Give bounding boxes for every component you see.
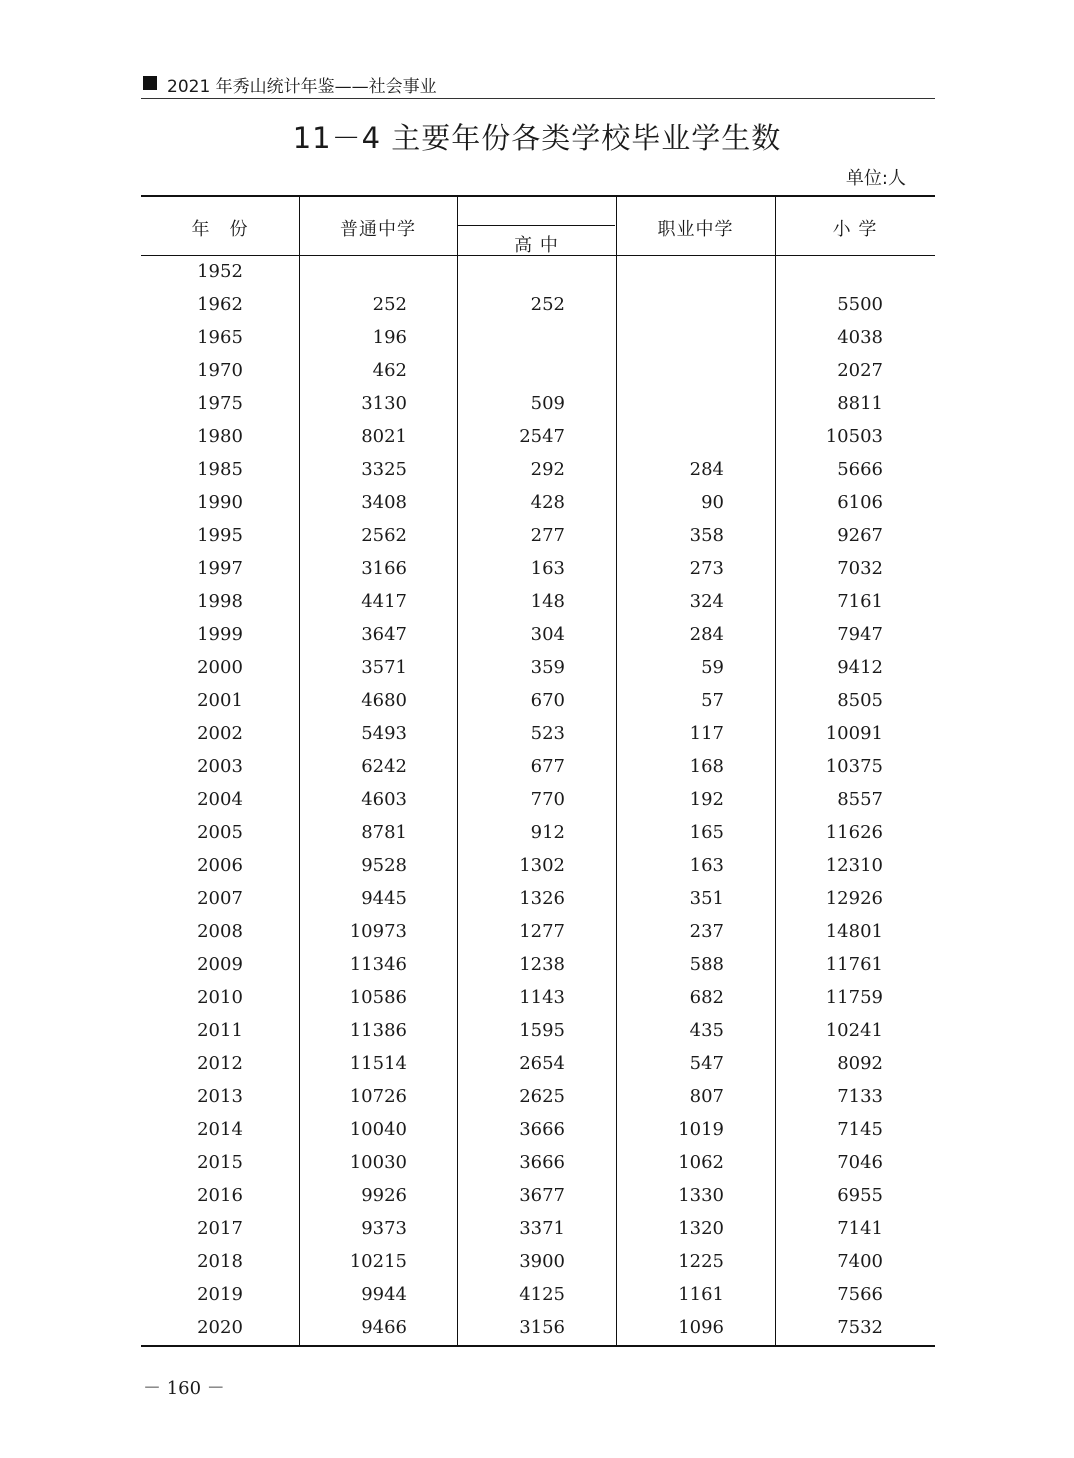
- cell-primary: 7046: [837, 1152, 883, 1173]
- cell-high-school: 1277: [519, 921, 565, 942]
- cell-primary: 8092: [837, 1053, 883, 1074]
- cell-general-middle: 9445: [361, 888, 407, 909]
- cell-vocational: 163: [689, 855, 724, 876]
- cell-general-middle: 10030: [349, 1152, 407, 1173]
- cell-vocational: 682: [689, 987, 724, 1008]
- cell-vocational: 358: [689, 525, 724, 546]
- table-row: [141, 982, 935, 1015]
- cell-vocational: 237: [689, 921, 724, 942]
- cell-primary: 5666: [837, 459, 883, 480]
- cell-general-middle: 196: [372, 327, 407, 348]
- cell-general-middle: 10040: [349, 1119, 407, 1140]
- cell-general-middle: 10215: [349, 1251, 407, 1272]
- cell-high-school: 1238: [519, 954, 565, 975]
- cell-general-middle: 9466: [361, 1317, 407, 1338]
- header-year: 年 份: [191, 219, 249, 240]
- table-row: [141, 1015, 935, 1048]
- cell-general-middle: 3408: [361, 492, 407, 513]
- cell-primary: 6106: [837, 492, 883, 513]
- cell-year: 2014: [197, 1119, 243, 1140]
- cell-general-middle: 3571: [361, 657, 407, 678]
- cell-primary: 11626: [825, 822, 883, 843]
- cell-primary: 8811: [837, 393, 883, 414]
- cell-year: 2013: [197, 1086, 243, 1107]
- running-title: 2021 年秀山统计年鉴——社会事业: [167, 77, 437, 97]
- cell-year: 2018: [197, 1251, 243, 1272]
- cell-high-school: 509: [530, 393, 565, 414]
- cell-year: 2009: [197, 954, 243, 975]
- cell-year: 2007: [197, 888, 243, 909]
- cell-year: 2019: [197, 1284, 243, 1305]
- cell-high-school: 677: [530, 756, 565, 777]
- cell-high-school: 523: [530, 723, 565, 744]
- cell-vocational: 273: [689, 558, 724, 579]
- cell-general-middle: 3166: [361, 558, 407, 579]
- cell-primary: 11761: [825, 954, 883, 975]
- cell-general-middle: 8781: [361, 822, 407, 843]
- cell-primary: 7141: [837, 1218, 883, 1239]
- page-number: － 160 －: [143, 1378, 225, 1399]
- cell-year: 1997: [197, 558, 243, 579]
- cell-general-middle: 11514: [349, 1053, 407, 1074]
- cell-vocational: 59: [701, 657, 724, 678]
- cell-primary: 4038: [837, 327, 883, 348]
- table-row: [141, 817, 935, 850]
- cell-vocational: 324: [689, 591, 724, 612]
- table-row: [141, 850, 935, 883]
- cell-high-school: 2654: [519, 1053, 565, 1074]
- subheader-rule: [457, 225, 615, 226]
- cell-high-school: 359: [530, 657, 565, 678]
- table-row: [141, 388, 935, 421]
- table-row: [141, 1147, 935, 1180]
- cell-high-school: 3677: [519, 1185, 565, 1206]
- cell-general-middle: 10726: [349, 1086, 407, 1107]
- table-bottom-rule: [141, 1345, 935, 1347]
- cell-vocational: 588: [689, 954, 724, 975]
- table-row: [141, 949, 935, 982]
- unit-label: 单位:人: [845, 168, 906, 189]
- cell-high-school: 3900: [519, 1251, 565, 1272]
- cell-general-middle: 9944: [361, 1284, 407, 1305]
- cell-high-school: 252: [530, 294, 565, 315]
- table-row: [141, 586, 935, 619]
- table-row: [141, 520, 935, 553]
- table-row: [141, 784, 935, 817]
- cell-primary: 10503: [825, 426, 883, 447]
- table-row: [141, 487, 935, 520]
- cell-vocational: 1225: [678, 1251, 724, 1272]
- cell-high-school: 1302: [519, 855, 565, 876]
- cell-general-middle: 8021: [361, 426, 407, 447]
- cell-primary: 10091: [825, 723, 883, 744]
- cell-primary: 8557: [837, 789, 883, 810]
- table-row: [141, 718, 935, 751]
- running-header: [141, 72, 935, 99]
- cell-high-school: 3156: [519, 1317, 565, 1338]
- cell-vocational: 168: [689, 756, 724, 777]
- table-row: [141, 256, 935, 289]
- cell-year: 2011: [197, 1020, 243, 1041]
- cell-vocational: 1161: [678, 1284, 724, 1305]
- table-row: [141, 553, 935, 586]
- cell-year: 2000: [197, 657, 243, 678]
- cell-primary: 7133: [837, 1086, 883, 1107]
- cell-general-middle: 10586: [349, 987, 407, 1008]
- cell-general-middle: 2562: [361, 525, 407, 546]
- cell-high-school: 3371: [519, 1218, 565, 1239]
- cell-general-middle: 462: [372, 360, 407, 381]
- cell-primary: 12310: [825, 855, 883, 876]
- cell-primary: 10375: [825, 756, 883, 777]
- cell-year: 2010: [197, 987, 243, 1008]
- cell-vocational: 435: [689, 1020, 724, 1041]
- cell-primary: 9412: [837, 657, 883, 678]
- cell-year: 2006: [197, 855, 243, 876]
- table-row: [141, 289, 935, 322]
- cell-primary: 11759: [825, 987, 883, 1008]
- cell-vocational: 165: [689, 822, 724, 843]
- cell-high-school: 428: [530, 492, 565, 513]
- cell-vocational: 1062: [678, 1152, 724, 1173]
- table-row: [141, 322, 935, 355]
- cell-primary: 5500: [837, 294, 883, 315]
- cell-high-school: 2547: [519, 426, 565, 447]
- cell-general-middle: 4680: [361, 690, 407, 711]
- cell-general-middle: 3130: [361, 393, 407, 414]
- cell-high-school: 1143: [519, 987, 565, 1008]
- cell-general-middle: 4603: [361, 789, 407, 810]
- cell-high-school: 770: [530, 789, 565, 810]
- cell-high-school: 1326: [519, 888, 565, 909]
- cell-general-middle: 10973: [349, 921, 407, 942]
- cell-general-middle: 9528: [361, 855, 407, 876]
- cell-year: 2020: [197, 1317, 243, 1338]
- cell-year: 1980: [197, 426, 243, 447]
- cell-year: 1975: [197, 393, 243, 414]
- cell-high-school: 304: [530, 624, 565, 645]
- cell-primary: 7532: [837, 1317, 883, 1338]
- header-high-school: 高 中: [514, 235, 559, 256]
- cell-vocational: 90: [701, 492, 724, 513]
- cell-vocational: 57: [701, 690, 724, 711]
- cell-high-school: 912: [530, 822, 565, 843]
- header-primary: 小 学: [832, 219, 878, 240]
- table-row: [141, 1048, 935, 1081]
- table-title: 11－4 主要年份各类学校毕业学生数: [292, 121, 782, 155]
- cell-year: 1952: [197, 261, 243, 282]
- cell-year: 1985: [197, 459, 243, 480]
- cell-general-middle: 9373: [361, 1218, 407, 1239]
- table-row: [141, 883, 935, 916]
- cell-general-middle: 5493: [361, 723, 407, 744]
- cell-primary: 7400: [837, 1251, 883, 1272]
- cell-year: 2005: [197, 822, 243, 843]
- cell-year: 2004: [197, 789, 243, 810]
- black-square-icon: [143, 76, 157, 90]
- cell-year: 2001: [197, 690, 243, 711]
- cell-year: 1962: [197, 294, 243, 315]
- table-row: [141, 421, 935, 454]
- cell-high-school: 3666: [519, 1152, 565, 1173]
- cell-year: 2008: [197, 921, 243, 942]
- cell-primary: 12926: [825, 888, 883, 909]
- cell-high-school: 670: [530, 690, 565, 711]
- cell-primary: 14801: [825, 921, 883, 942]
- cell-vocational: 1330: [678, 1185, 724, 1206]
- table-row: [141, 652, 935, 685]
- cell-primary: 7161: [837, 591, 883, 612]
- cell-general-middle: 11386: [349, 1020, 407, 1041]
- table-body: [141, 256, 935, 1345]
- cell-general-middle: 11346: [349, 954, 407, 975]
- cell-year: 1990: [197, 492, 243, 513]
- header-general-middle: 普通中学: [340, 219, 416, 240]
- header-vocational: 职业中学: [657, 219, 734, 240]
- table-row: [141, 355, 935, 388]
- cell-year: 2002: [197, 723, 243, 744]
- cell-primary: 7145: [837, 1119, 883, 1140]
- cell-high-school: 277: [530, 525, 565, 546]
- cell-year: 1999: [197, 624, 243, 645]
- cell-year: 1970: [197, 360, 243, 381]
- cell-year: 2012: [197, 1053, 243, 1074]
- cell-high-school: 1595: [519, 1020, 565, 1041]
- cell-general-middle: 6242: [361, 756, 407, 777]
- cell-general-middle: 9926: [361, 1185, 407, 1206]
- table-row: [141, 751, 935, 784]
- cell-general-middle: 3325: [361, 459, 407, 480]
- table-top-rule: [141, 195, 935, 197]
- cell-primary: 7566: [837, 1284, 883, 1305]
- cell-vocational: 192: [689, 789, 724, 810]
- cell-high-school: 2625: [519, 1086, 565, 1107]
- cell-high-school: 163: [530, 558, 565, 579]
- cell-vocational: 1019: [678, 1119, 724, 1140]
- cell-vocational: 284: [689, 624, 724, 645]
- cell-primary: 6955: [837, 1185, 883, 1206]
- cell-year: 1965: [197, 327, 243, 348]
- cell-primary: 2027: [837, 360, 883, 381]
- cell-vocational: 117: [689, 723, 724, 744]
- cell-year: 2017: [197, 1218, 243, 1239]
- cell-primary: 7947: [837, 624, 883, 645]
- cell-high-school: 3666: [519, 1119, 565, 1140]
- table-row: [141, 454, 935, 487]
- cell-vocational: 284: [689, 459, 724, 480]
- table-row: [141, 1246, 935, 1279]
- table-row: [141, 1279, 935, 1312]
- cell-primary: 7032: [837, 558, 883, 579]
- cell-vocational: 1096: [678, 1317, 724, 1338]
- table-row: [141, 619, 935, 652]
- cell-high-school: 292: [530, 459, 565, 480]
- cell-high-school: 4125: [519, 1284, 565, 1305]
- cell-high-school: 148: [530, 591, 565, 612]
- cell-primary: 9267: [837, 525, 883, 546]
- cell-general-middle: 252: [372, 294, 407, 315]
- table-row: [141, 1312, 935, 1345]
- cell-primary: 8505: [837, 690, 883, 711]
- cell-vocational: 807: [689, 1086, 724, 1107]
- cell-year: 2003: [197, 756, 243, 777]
- cell-general-middle: 4417: [361, 591, 407, 612]
- cell-year: 1998: [197, 591, 243, 612]
- table-row: [141, 1081, 935, 1114]
- cell-vocational: 1320: [678, 1218, 724, 1239]
- cell-general-middle: 3647: [361, 624, 407, 645]
- cell-primary: 10241: [825, 1020, 883, 1041]
- cell-vocational: 547: [689, 1053, 724, 1074]
- table-row: [141, 1114, 935, 1147]
- table-row: [141, 1213, 935, 1246]
- table-row: [141, 916, 935, 949]
- cell-year: 1995: [197, 525, 243, 546]
- table-row: [141, 685, 935, 718]
- cell-year: 2016: [197, 1185, 243, 1206]
- cell-vocational: 351: [689, 888, 724, 909]
- table-row: [141, 1180, 935, 1213]
- cell-year: 2015: [197, 1152, 243, 1173]
